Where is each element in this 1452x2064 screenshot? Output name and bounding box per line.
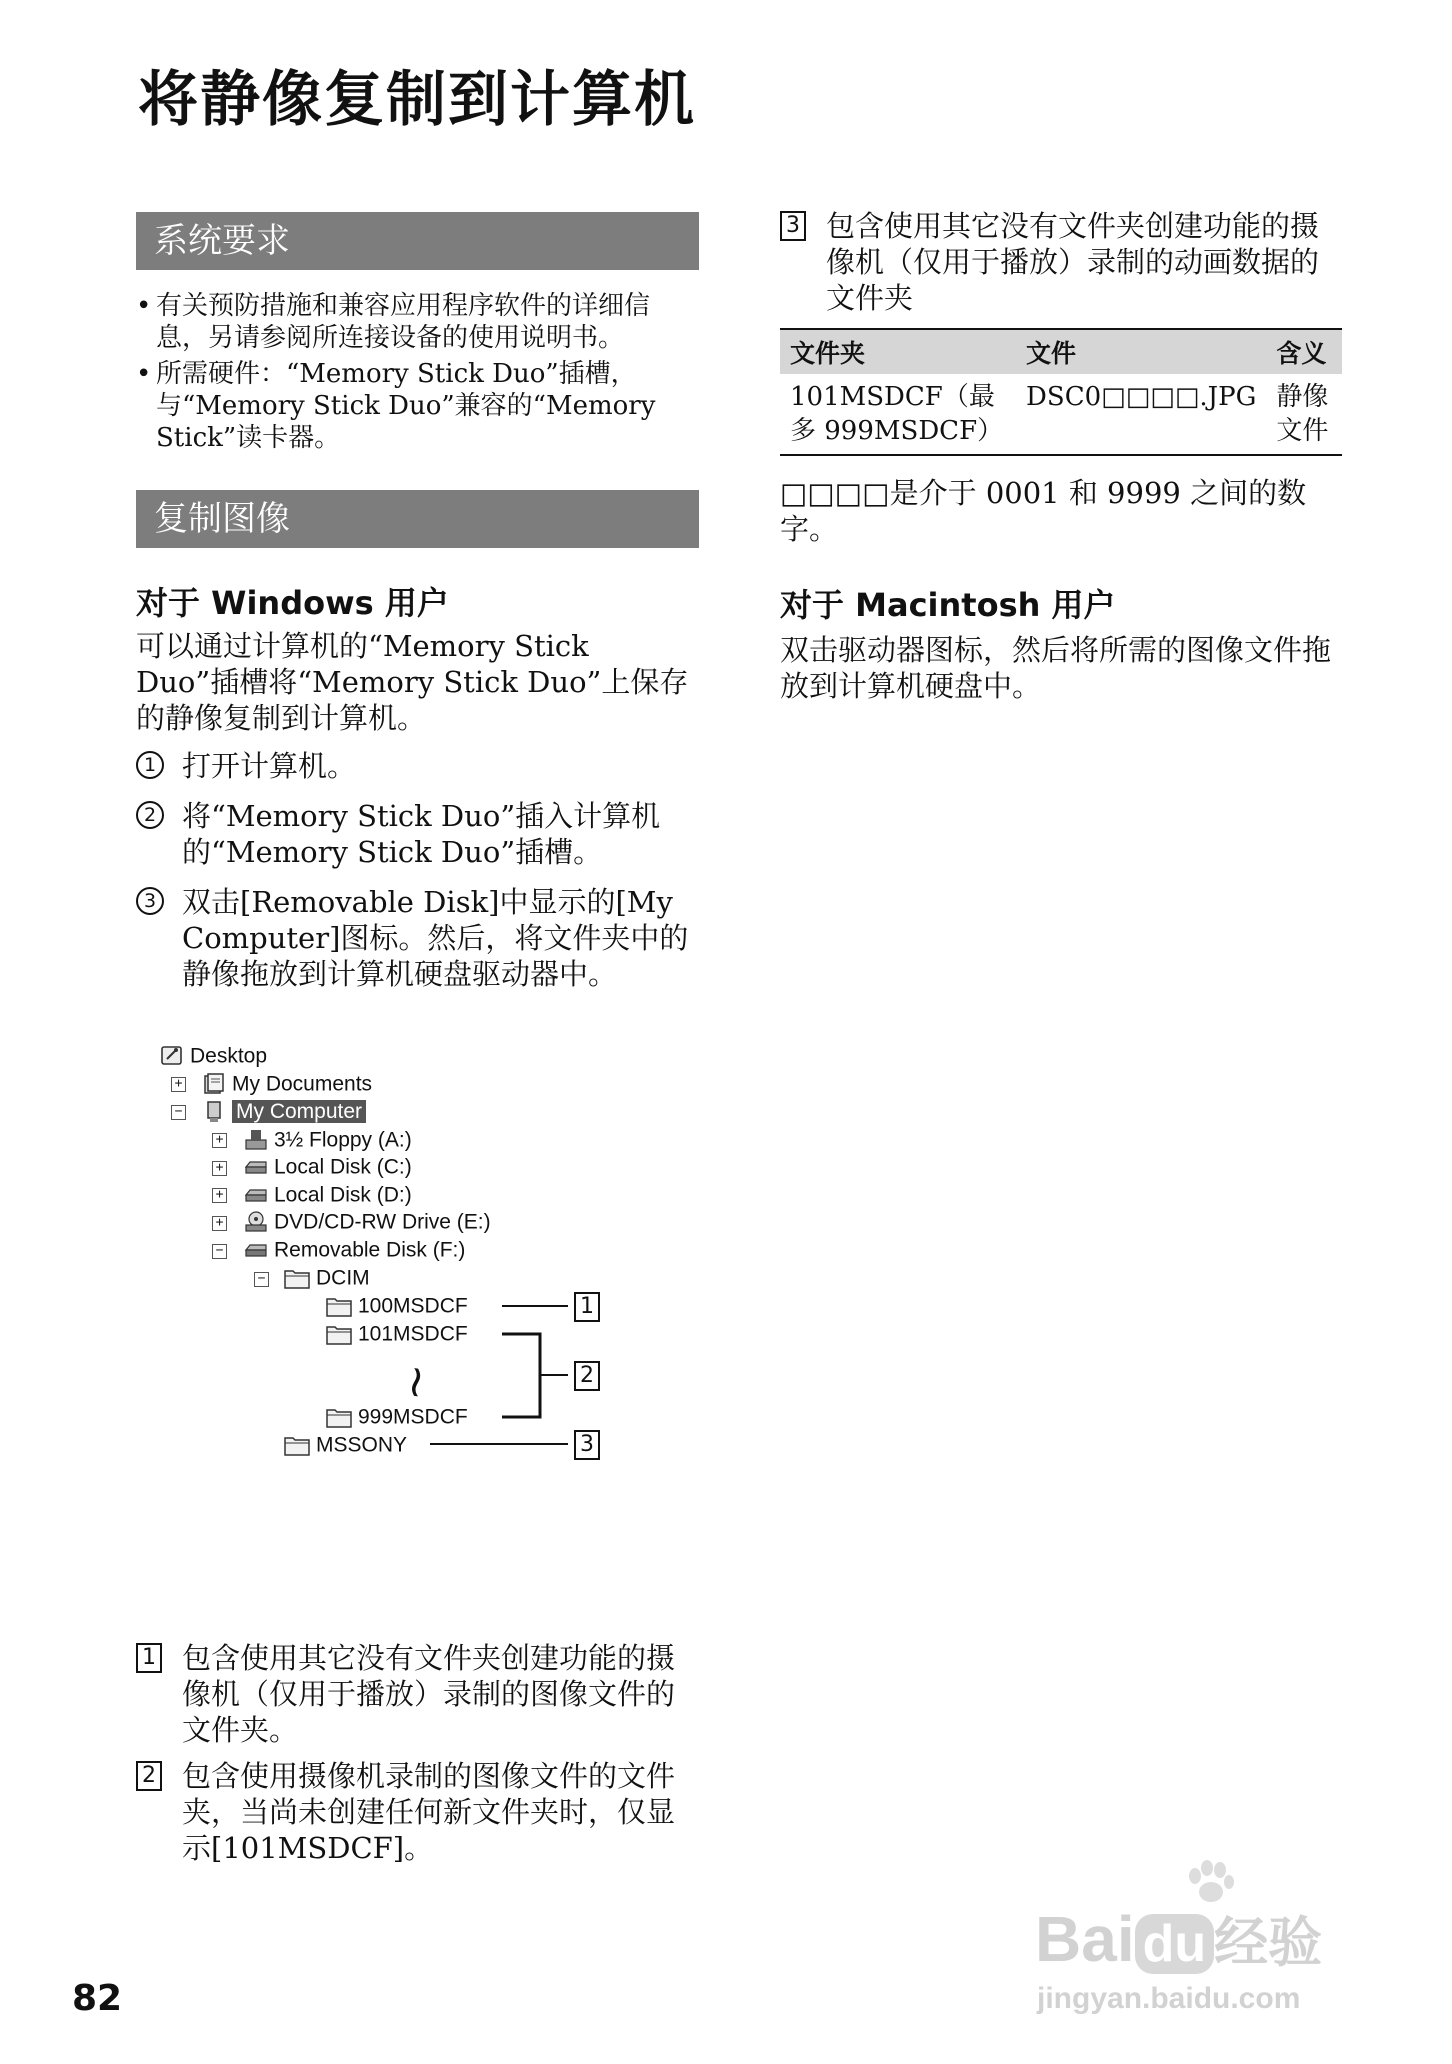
expand-plus-icon[interactable]: + [212, 1133, 227, 1148]
step-text: 双击[Removable Disk]中显示的[My Computer]图标。然后，将文件夹中的静像拖放到计算机硬盘驱动器中。 [182, 885, 689, 991]
expand-plus-icon[interactable]: + [212, 1216, 227, 1231]
table-cell-file: DSC0□□□□.JPG [1016, 374, 1266, 455]
note-text: 包含使用摄像机录制的图像文件的文件夹，当尚未创建任何新文件夹时，仅显示[101MSDCF]。 [182, 1759, 676, 1865]
step-text: 将“Memory Stick Duo”插入计算机的“Memory Stick Duo”插槽。 [182, 799, 661, 869]
note-text: 包含使用其它没有文件夹创建功能的摄像机（仅用于播放）录制的图像文件的文件夹。 [182, 1641, 676, 1747]
step-number: 2 [136, 801, 164, 829]
tree-label: DVD/CD-RW Drive (E:) [274, 1210, 491, 1234]
callout-2: 2 [574, 1361, 600, 1391]
tree-label: Local Disk (C:) [274, 1155, 412, 1179]
expand-plus-icon[interactable]: + [212, 1188, 227, 1203]
note-3 [780, 208, 1340, 316]
note-number: 3 [780, 211, 806, 241]
folder-file-table [780, 328, 1342, 456]
table-cell-meaning: 静像文件 [1266, 374, 1342, 455]
step-number: 3 [136, 887, 164, 915]
collapse-minus-icon[interactable]: − [212, 1244, 227, 1259]
paw-icon [1185, 1860, 1235, 1904]
watermark-brand-cn: 经验 [1214, 1913, 1323, 1973]
steps-list [136, 748, 696, 992]
callout-3: 3 [574, 1430, 600, 1460]
table-note: □□□□是介于 0001 和 9999 之间的数字。 [780, 476, 1307, 546]
tree-label: 3½ Floppy (A:) [274, 1128, 412, 1152]
tree-label: 101MSDCF [358, 1322, 468, 1346]
section-heading-system-requirements: 系统要求 [136, 212, 699, 270]
table-header-file: 文件 [1016, 329, 1266, 374]
expand-plus-icon[interactable]: + [171, 1077, 186, 1092]
tree-label: Desktop [190, 1044, 268, 1068]
watermark-url: jingyan.baidu.com [1037, 1982, 1301, 2015]
step-number: 1 [136, 751, 164, 779]
table-header-row [780, 329, 1342, 374]
tree-label: My Documents [232, 1072, 373, 1096]
step-item [136, 748, 696, 784]
bullet-dot: • [136, 291, 152, 321]
step-item [136, 798, 696, 870]
page-number: 82 [72, 1978, 123, 2019]
expand-plus-icon[interactable]: + [212, 1161, 227, 1176]
section-heading-copy-images: 复制图像 [136, 490, 699, 548]
note-item [136, 1640, 701, 1748]
page-title: 将静像复制到计算机 [138, 65, 696, 135]
tree-label: MSSONY [316, 1433, 408, 1457]
table-header-meaning: 含义 [1266, 329, 1342, 374]
baidu-watermark [1035, 1860, 1395, 2020]
table-row [780, 374, 1342, 455]
bullet-text: 有关预防措施和兼容应用程序软件的详细信息，另请参阅所连接设备的使用说明书。 [156, 291, 651, 353]
windows-heading: 对于 Windows 用户 [136, 584, 449, 622]
note-item [780, 208, 1340, 316]
note-item [136, 1758, 701, 1866]
note-number: 2 [136, 1761, 162, 1791]
bullet-dot: • [136, 359, 152, 389]
windows-intro: 可以通过计算机的“Memory Stick Duo”插槽将“Memory Stick Duo”上保存的静像复制到计算机。 [136, 629, 689, 735]
callout-1: 1 [574, 1292, 600, 1322]
step-text: 打开计算机。 [182, 749, 357, 783]
watermark-brand-suffix: du [1135, 1914, 1215, 1974]
tree-label: Local Disk (D:) [274, 1183, 412, 1207]
mac-heading: 对于 Macintosh 用户 [780, 586, 1116, 624]
tree-label: 100MSDCF [358, 1294, 468, 1318]
table-header-folder: 文件夹 [780, 329, 1016, 374]
list-item [136, 290, 696, 354]
watermark-brand: Bai [1035, 1903, 1135, 1975]
mac-text: 双击驱动器图标，然后将所需的图像文件拖放到计算机硬盘中。 [780, 633, 1332, 703]
tree-label: 999MSDCF [358, 1405, 468, 1429]
bullet-text: 所需硬件：“Memory Stick Duo”插槽，与“Memory Stick Duo”兼容的“Memory Stick”读卡器。 [156, 359, 656, 453]
step-item [136, 884, 696, 992]
collapse-minus-icon[interactable]: − [171, 1105, 186, 1120]
list-item [136, 358, 696, 454]
note-text: 包含使用其它没有文件夹创建功能的摄像机（仅用于播放）录制的动画数据的文件夹 [826, 209, 1320, 315]
tree-label: My Computer [232, 1100, 366, 1123]
range-tilde: ≀ [404, 1355, 428, 1408]
table-cell-folder: 101MSDCF（最多 999MSDCF） [780, 374, 1016, 455]
note-number: 1 [136, 1643, 162, 1673]
collapse-minus-icon[interactable]: − [254, 1272, 269, 1287]
tree-label: DCIM [316, 1266, 370, 1290]
folder-tree-diagram [150, 1030, 710, 1590]
callout-lines [150, 1030, 710, 1490]
tree-label: Removable Disk (F:) [274, 1238, 466, 1262]
notes-left [136, 1640, 701, 1866]
system-requirements-list [136, 290, 696, 454]
